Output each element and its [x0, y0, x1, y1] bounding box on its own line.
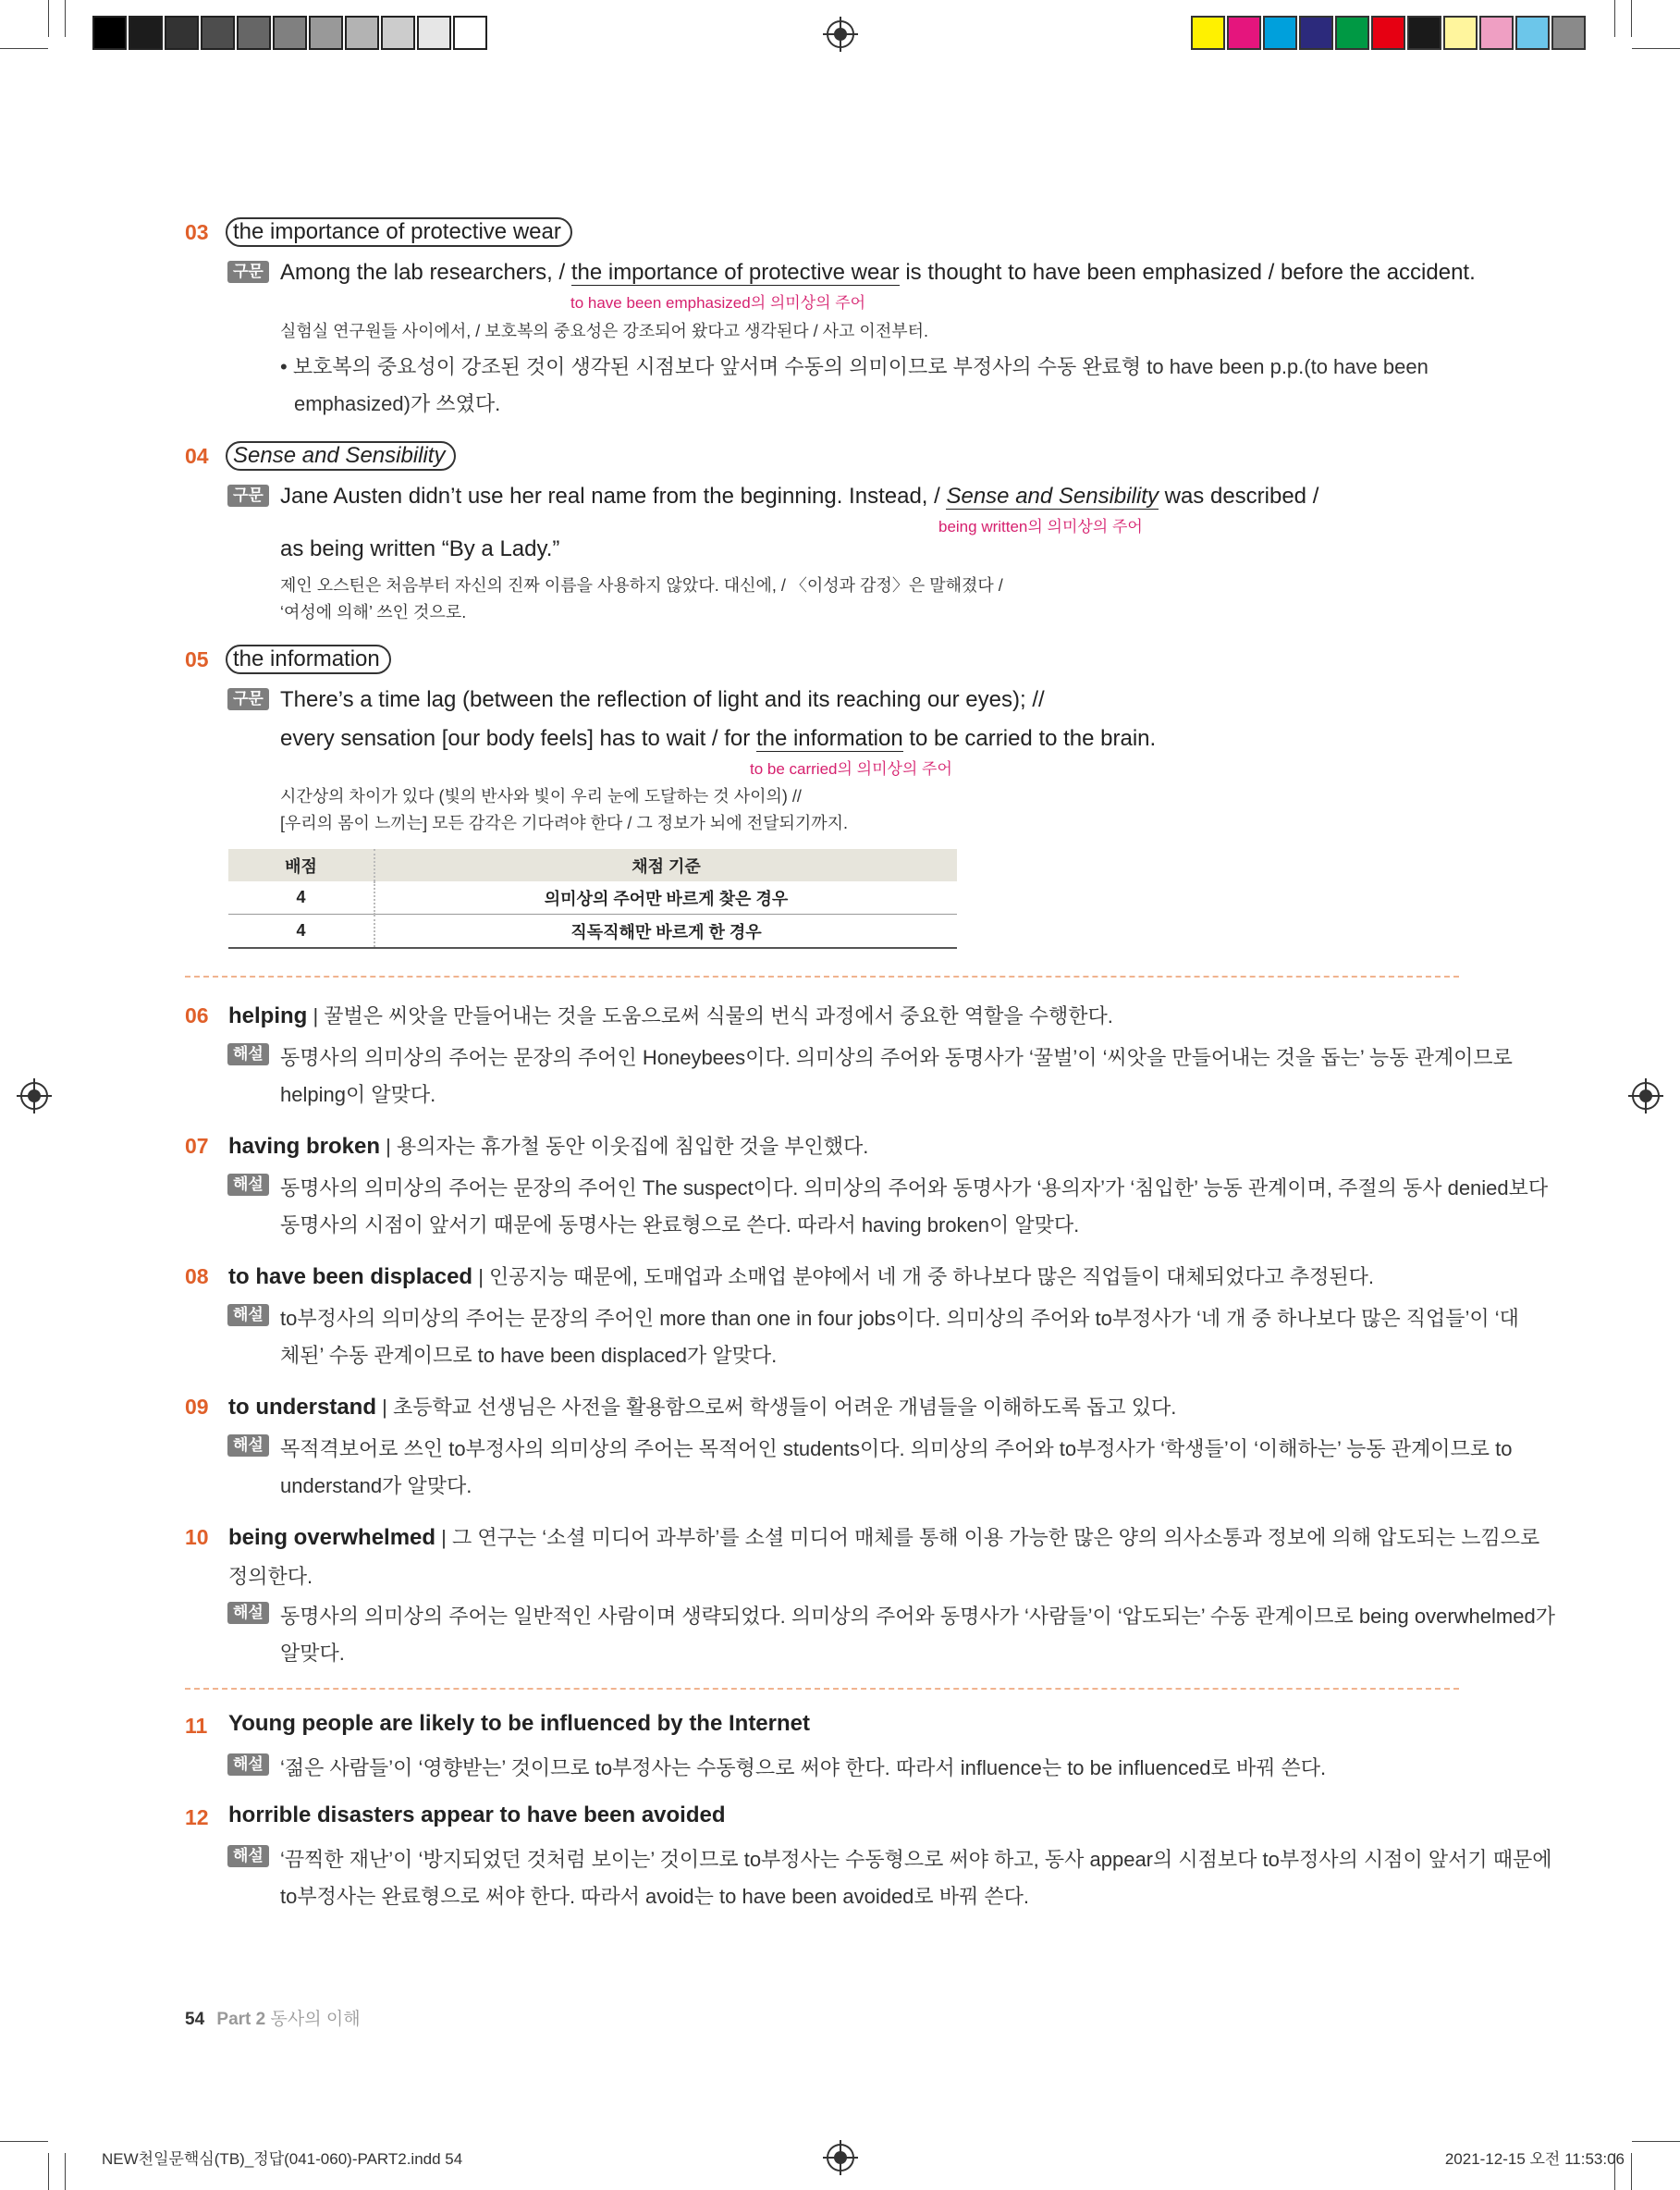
- tag-haeseol-09: 해설: [227, 1434, 269, 1457]
- gray-swatch: [273, 16, 307, 50]
- answer-10: being overwhelmed | 그 연구는 ‘소셜 미디어 과부하’를 소셜 미디어 매체를 통해 이용 가능한 많은 양의 의사소통과 정보에 의해 압도되는 느낌으로: [228, 1525, 1540, 1550]
- table-row: [228, 915, 957, 949]
- answer-03: the importance of protective wear: [226, 217, 572, 247]
- scoring-table: [228, 849, 957, 949]
- color-swatch: [1479, 16, 1514, 50]
- translation-03: 실험실 연구원들 사이에서, / 보호복의 중요성은 강조되어 왔다고 생각된다 / 사고 이전부터.: [280, 322, 928, 340]
- tag-haeseol-06: 해설: [227, 1043, 269, 1065]
- gray-swatch: [345, 16, 379, 50]
- note-05: to be carried의 의미상의 주어: [750, 760, 952, 778]
- translation-05-line2: [우리의 몸이 느끼는] 모든 감각은 기다려야 한다 / 그 정보가 뇌에 전달되기까지.: [280, 814, 849, 832]
- answer-09: to understand | 초등학교 선생님은 사전을 활용함으로써 학생들이 어려운 개념들을 이해하도록 돕고 있다.: [228, 1395, 1177, 1420]
- tag-haeseol-08: 해설: [227, 1304, 269, 1326]
- section-divider: [185, 976, 1459, 978]
- sentence-05-line2: every sensation [our body feels] has to wait / for the information to be carried to the brain.: [280, 726, 1157, 751]
- explanation-06-line1: 동명사의 의미상의 주어는 문장의 주어인 Honeybees이다. 의미상의 주어와 동명사가 ‘꿀벌’이 ‘씨앗을 만들어내는 것을 돕는’ 능동 관계이므로: [280, 1046, 1513, 1069]
- part-label: Part 2: [216, 2010, 266, 2029]
- tag-gumun-04: 구문: [227, 485, 269, 507]
- translation-05-line1: 시간상의 차이가 있다 (빛의 반사와 빛이 우리 눈에 도달하는 것 사이의) //: [280, 787, 802, 806]
- color-swatch: [1191, 16, 1225, 50]
- item-number-05: 05: [185, 647, 209, 671]
- sentence-03: Among the lab researchers, / the importance of protective wear is thought to have been emphasized / before the accident.: [280, 260, 1476, 285]
- table-row: [228, 881, 957, 915]
- note-04: being written의 의미상의 주어: [938, 518, 1143, 535]
- answer-11: Young people are likely to be influenced by the Internet: [228, 1711, 810, 1736]
- color-swatch: [1371, 16, 1405, 50]
- sentence-05-line1: There’s a time lag (between the reflection of light and its reaching our eyes); //: [280, 687, 1045, 712]
- item-number-11: 11: [185, 1714, 208, 1738]
- gray-swatch: [453, 16, 487, 50]
- translation-04-line2: ‘여성에 의해’ 쓰인 것으로.: [280, 603, 467, 621]
- answer-05: the information: [226, 645, 391, 674]
- gray-swatch: [381, 16, 415, 50]
- sentence-04-line2: as being written “By a Lady.”: [280, 536, 560, 561]
- color-swatch: [1263, 16, 1297, 50]
- gray-swatch: [92, 16, 127, 50]
- item-number-06: 06: [185, 1003, 209, 1027]
- answer-07: having broken | 용의자는 휴가철 동안 이웃집에 침입한 것을 부인했다.: [228, 1134, 869, 1159]
- explanation-09-line2: understand가 알맞다.: [280, 1474, 472, 1497]
- scoring-header-points: 배점: [228, 849, 374, 881]
- item-number-09: 09: [185, 1395, 209, 1419]
- item-number-08: 08: [185, 1264, 209, 1288]
- explanation-12-line1: ‘끔찍한 재난’이 ‘방지되었던 것처럼 보이는’ 것이므로 to부정사는 수동형으로 써야 하고, 동사 appear의 시점보다 to부정사의 시점이 앞서기 때문에: [280, 1848, 1552, 1871]
- item-number-12: 12: [185, 1805, 209, 1829]
- item-number-07: 07: [185, 1134, 209, 1158]
- tag-gumun-03: 구문: [227, 261, 269, 283]
- explanation-12-line2: to부정사는 완료형으로 써야 한다. 따라서 avoid는 to have been avoided로 바꿔 쓴다.: [280, 1885, 1030, 1908]
- item-number-04: 04: [185, 444, 209, 468]
- gray-swatch: [165, 16, 199, 50]
- registration-mark-top: [827, 20, 854, 48]
- answer-08: to have been displaced | 인공지능 때문에, 도매업과 소매업 분야에서 네 개 중 하나보다 많은 직업들이 대체되었다고 추정된다.: [228, 1264, 1374, 1289]
- translation-10-line2: 정의한다.: [228, 1565, 313, 1588]
- item-number-03: 03: [185, 220, 209, 244]
- registration-mark-right: [1632, 1082, 1660, 1110]
- tag-haeseol-12: 해설: [227, 1845, 269, 1867]
- explanation-06-line2: helping이 알맞다.: [280, 1083, 436, 1106]
- explanation-08-line1: to부정사의 의미상의 주어는 문장의 주어인 more than one in four jobs이다. 의미상의 주어와 to부정사가 ‘네 개 중 하나보다 많은 직업들’이 ‘대: [280, 1307, 1519, 1330]
- scoring-points: 4: [228, 881, 374, 915]
- tag-haeseol-07: 해설: [227, 1174, 269, 1196]
- registration-mark-bottom: [827, 2144, 854, 2172]
- sentence-04: Jane Austen didn’t use her real name from the beginning. Instead, / Sense and Sensibility was described /: [280, 484, 1319, 509]
- tag-gumun-05: 구문: [227, 688, 269, 710]
- color-swatch: [1407, 16, 1441, 50]
- color-swatch: [1443, 16, 1478, 50]
- slug-filename: NEW천일문핵심(TB)_정답(041-060)-PART2.indd 54: [102, 2150, 463, 2168]
- part-title: 동사의 이해: [270, 2010, 361, 2029]
- item-number-10: 10: [185, 1525, 209, 1549]
- scoring-criteria: 의미상의 주어만 바르게 찾은 경우: [374, 881, 957, 915]
- gray-swatch: [309, 16, 343, 50]
- color-swatch: [1227, 16, 1261, 50]
- explanation-07-line1: 동명사의 의미상의 주어는 문장의 주어인 The suspect이다. 의미상의 주어와 동명사가 ‘용의자’가 ‘침입한’ 능동 관계이며, 주절의 동사 denied보다: [280, 1176, 1549, 1200]
- explanation-08-line2: 체된’ 수동 관계이므로 to have been displaced가 알맞다.: [280, 1344, 778, 1367]
- page-number: 54: [185, 2010, 205, 2029]
- answer-04: Sense and Sensibility: [226, 441, 456, 471]
- explanation-10-line1: 동명사의 의미상의 주어는 일반적인 사람이며 생략되었다. 의미상의 주어와 동명사가 ‘사람들’이 ‘압도되는’ 수동 관계이므로 being overwhelmed가: [280, 1605, 1555, 1628]
- answer-12: horrible disasters appear to have been avoided: [228, 1802, 726, 1827]
- explanation-09-line1: 목적격보어로 쓰인 to부정사의 의미상의 주어는 목적어인 students이다. 의미상의 주어와 to부정사가 ‘학생들’이 ‘이해하는’ 능동 관계이므로 to: [280, 1437, 1513, 1460]
- color-swatch: [1335, 16, 1369, 50]
- section-divider: [185, 1688, 1459, 1690]
- tag-haeseol-11: 해설: [227, 1753, 269, 1776]
- scoring-points: 4: [228, 915, 374, 949]
- color-swatch: [1515, 16, 1550, 50]
- page-footer: [185, 2005, 361, 2030]
- explanation-10-line2: 알맞다.: [280, 1642, 345, 1665]
- bullet-03-line1: • 보호복의 중요성이 강조된 것이 생각된 시점보다 앞서며 수동의 의미이므로 부정사의 수동 완료형 to have been p.p.(to have been: [280, 355, 1429, 378]
- gray-swatch: [417, 16, 451, 50]
- slug-timestamp: 2021-12-15 오전 11:53:06: [1444, 2150, 1625, 2168]
- translation-04-line1: 제인 오스틴은 처음부터 자신의 진짜 이름을 사용하지 않았다. 대신에, / 〈이성과 감정〉은 말해졌다 /: [280, 576, 1003, 595]
- scoring-header-criteria: 채점 기준: [374, 849, 957, 881]
- registration-mark-left: [20, 1082, 48, 1110]
- answer-06: helping | 꿀벌은 씨앗을 만들어내는 것을 도움으로써 식물의 번식 과정에서 중요한 역할을 수행한다.: [228, 1003, 1113, 1028]
- color-swatch: [1299, 16, 1333, 50]
- note-03: to have been emphasized의 의미상의 주어: [570, 294, 866, 312]
- tag-haeseol-10: 해설: [227, 1602, 269, 1624]
- color-swatch: [1551, 16, 1586, 50]
- scoring-criteria: 직독직해만 바르게 한 경우: [374, 915, 957, 949]
- explanation-11-line1: ‘젊은 사람들’이 ‘영향받는’ 것이므로 to부정사는 수동형으로 써야 한다. 따라서 influence는 to be influenced로 바꿔 쓴다.: [280, 1756, 1327, 1779]
- gray-swatch: [129, 16, 163, 50]
- gray-swatch: [201, 16, 235, 50]
- explanation-07-line2: 동명사의 시점이 앞서기 때문에 동명사는 완료형으로 쓴다. 따라서 having broken이 알맞다.: [280, 1213, 1080, 1236]
- bullet-03-line2: emphasized)가 쓰였다.: [294, 392, 501, 415]
- gray-swatch: [237, 16, 271, 50]
